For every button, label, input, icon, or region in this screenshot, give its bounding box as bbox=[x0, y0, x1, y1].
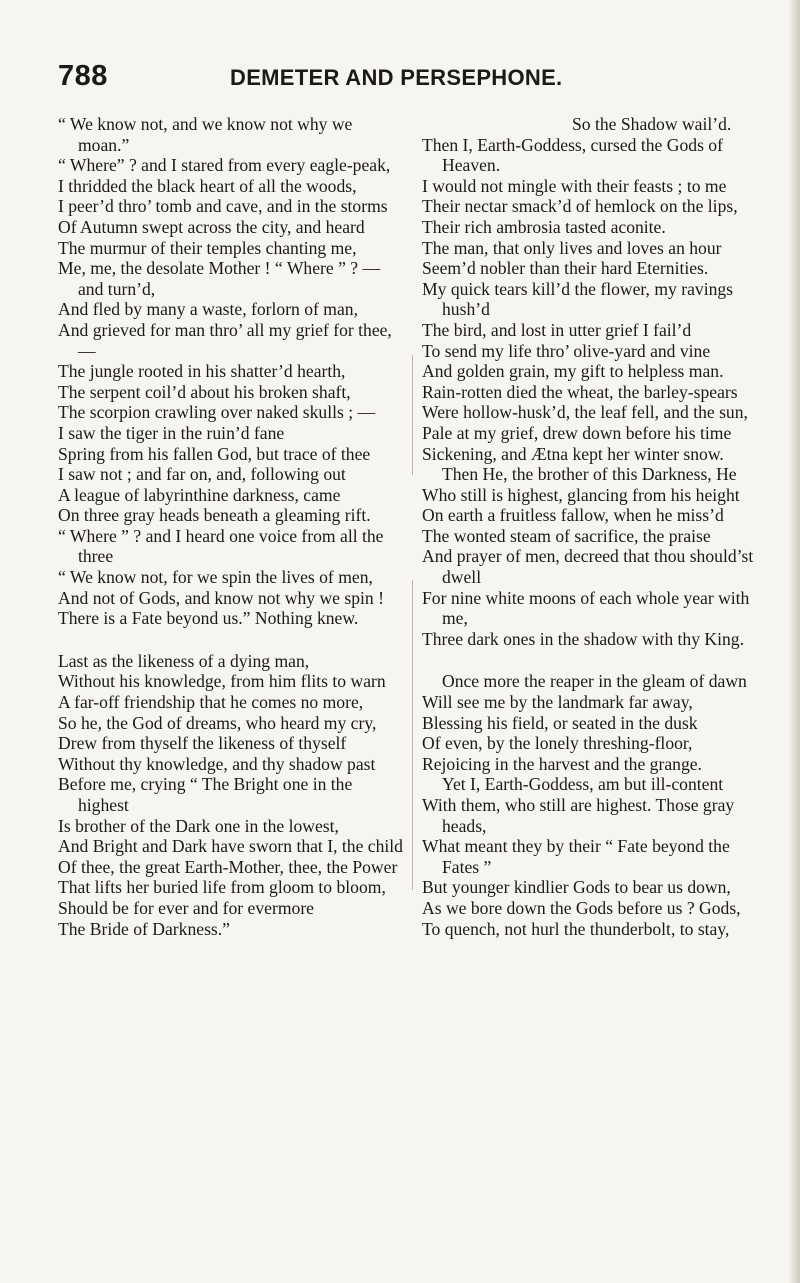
poem-line: Rejoicing in the harvest and the grange. bbox=[422, 753, 702, 774]
poem-line: To quench, not hurl the thunderbolt, to stay, bbox=[422, 918, 730, 939]
poem-line: On earth a fruitless fallow, when he miss’d bbox=[422, 505, 724, 526]
poem-line: “ Where” ? and I stared from every eagle-peak, bbox=[58, 155, 391, 176]
poem-line: What meant they by their “ Fate beyond the Fates ” bbox=[422, 836, 730, 877]
poem-line: Then He, the brother of this Darkness, He bbox=[442, 464, 737, 485]
poem-line: A league of labyrinthine darkness, came bbox=[58, 484, 341, 505]
poem-line: Me, me, the desolate Mother ! “ Where ” ? — and turn’d, bbox=[58, 258, 381, 299]
poem-line: “ We know not, and we know not why we moan.” bbox=[58, 114, 353, 155]
poem-line: I peer’d thro’ tomb and cave, and in the storms bbox=[58, 196, 388, 217]
column-divider bbox=[412, 355, 413, 475]
poem-line: Of even, by the lonely threshing-floor, bbox=[422, 733, 693, 754]
poem-line: My quick tears kill’d the flower, my ravings hush’d bbox=[422, 278, 734, 320]
poem-line: And prayer of men, decreed that thou should’st dwell bbox=[422, 546, 754, 588]
poem-line: Sickening, and Ætna kept her winter snow. bbox=[422, 443, 724, 464]
poem-line: Pale at my grief, drew down before his time bbox=[422, 422, 732, 443]
poem-line: And Bright and Dark have sworn that I, the child bbox=[58, 836, 403, 857]
poem-line: Then I, Earth-Goddess, cursed the Gods of Heaven. bbox=[422, 134, 723, 176]
poem-line: Once more the reaper in the gleam of dawn bbox=[442, 671, 747, 692]
poem-line: With them, who still are highest. Those gray heads, bbox=[422, 795, 735, 836]
poem-line: Three dark ones in the shadow with thy King. bbox=[422, 628, 744, 649]
poem-line: A far-off friendship that he comes no more, bbox=[58, 692, 364, 713]
stanza bbox=[422, 671, 762, 939]
poem-line: Should be for ever and for evermore bbox=[58, 897, 314, 918]
poem-line: For nine white moons of each whole year with me, bbox=[422, 587, 750, 629]
column-divider bbox=[412, 580, 413, 890]
poem-line: The jungle rooted in his shatter’d hearth, bbox=[58, 361, 346, 382]
poem-line: To send my life thro’ olive-yard and vine bbox=[422, 340, 711, 361]
poem-line: I saw the tiger in the ruin’d fane bbox=[58, 422, 285, 443]
poem-line: Blessing his field, or seated in the dusk bbox=[422, 712, 698, 733]
poem-line: Of thee, the great Earth-Mother, thee, the Power bbox=[58, 856, 398, 877]
poem-line: Their nectar smack’d of hemlock on the lips, bbox=[422, 196, 738, 217]
poem-line: The wonted steam of sacrifice, the praise bbox=[422, 525, 711, 546]
stanza bbox=[58, 114, 406, 629]
poem-line: The serpent coil’d about his broken shaft, bbox=[58, 381, 351, 402]
poem-line: Without his knowledge, from him flits to warn bbox=[58, 671, 386, 692]
poem-line: I would not mingle with their feasts ; to me bbox=[422, 175, 727, 196]
poem-line: Without thy knowledge, and thy shadow past bbox=[58, 753, 376, 774]
poem-line: I thridded the black heart of all the woods, bbox=[58, 175, 357, 196]
poem-line: Who still is highest, glancing from his height bbox=[422, 484, 740, 505]
poem-line: On three gray heads beneath a gleaming rift. bbox=[58, 505, 371, 526]
poem-line: Drew from thyself the likeness of thyself bbox=[58, 733, 347, 754]
poem-line: The man, that only lives and loves an hour bbox=[422, 237, 722, 258]
poem-line: That lifts her buried life from gloom to bloom, bbox=[58, 877, 386, 898]
poem-line: I saw not ; and far on, and, following out bbox=[58, 464, 346, 485]
poem-line: The bird, and lost in utter grief I fail’d bbox=[422, 319, 692, 340]
poem-line: So the Shadow wail’d. bbox=[572, 114, 732, 134]
poem-line: But younger kindlier Gods to bear us down, bbox=[422, 877, 731, 898]
poem-line: Is brother of the Dark one in the lowest, bbox=[58, 815, 339, 836]
poem-line: Before me, crying “ The Bright one in the highest bbox=[58, 774, 353, 815]
poem-line: Seem’d nobler than their hard Eternities. bbox=[422, 258, 709, 279]
poem-line: There is a Fate beyond us.” Nothing knew. bbox=[58, 608, 359, 629]
stanza bbox=[58, 651, 406, 939]
left-column bbox=[58, 114, 406, 939]
poem-line: And not of Gods, and know not why we spin ! bbox=[58, 587, 384, 608]
poem-line: Spring from his fallen God, but trace of thee bbox=[58, 443, 371, 464]
poem-line: “ We know not, for we spin the lives of men, bbox=[58, 567, 373, 588]
right-column bbox=[422, 114, 762, 939]
page-header bbox=[58, 60, 758, 100]
page-number: 788 bbox=[58, 60, 108, 92]
poem-line: And golden grain, my gift to helpless man. bbox=[422, 361, 724, 382]
poem-line: “ Where ” ? and I heard one voice from all the three bbox=[58, 525, 384, 567]
stanza bbox=[422, 114, 762, 649]
poem-line: Were hollow-husk’d, the leaf fell, and the sun, bbox=[422, 402, 748, 423]
poem-line: The murmur of their temples chanting me, bbox=[58, 237, 357, 258]
poem-line: The Bride of Darkness.” bbox=[58, 918, 230, 939]
poem-line: Rain-rotten died the wheat, the barley-spears bbox=[422, 381, 738, 402]
poem-line: Last as the likeness of a dying man, bbox=[58, 650, 310, 671]
poem-line: And grieved for man thro’ all my grief for thee, — bbox=[58, 319, 392, 361]
poem-line: And fled by many a waste, forlorn of man, bbox=[58, 299, 358, 320]
poem-line: Will see me by the landmark far away, bbox=[422, 692, 693, 713]
poem-line: Of Autumn swept across the city, and heard bbox=[58, 216, 365, 237]
running-title: DEMETER AND PERSEPHONE. bbox=[230, 65, 563, 90]
poem-line: Their rich ambrosia tasted aconite. bbox=[422, 216, 666, 237]
poem-line: As we bore down the Gods before us ? Gods, bbox=[422, 897, 741, 918]
poem-line: The scorpion crawling over naked skulls ; — bbox=[58, 402, 376, 423]
poem-line: So he, the God of dreams, who heard my cry, bbox=[58, 712, 377, 733]
page-edge-shadow bbox=[788, 0, 800, 1283]
poem-line: Yet I, Earth-Goddess, am but ill-content bbox=[442, 774, 724, 795]
